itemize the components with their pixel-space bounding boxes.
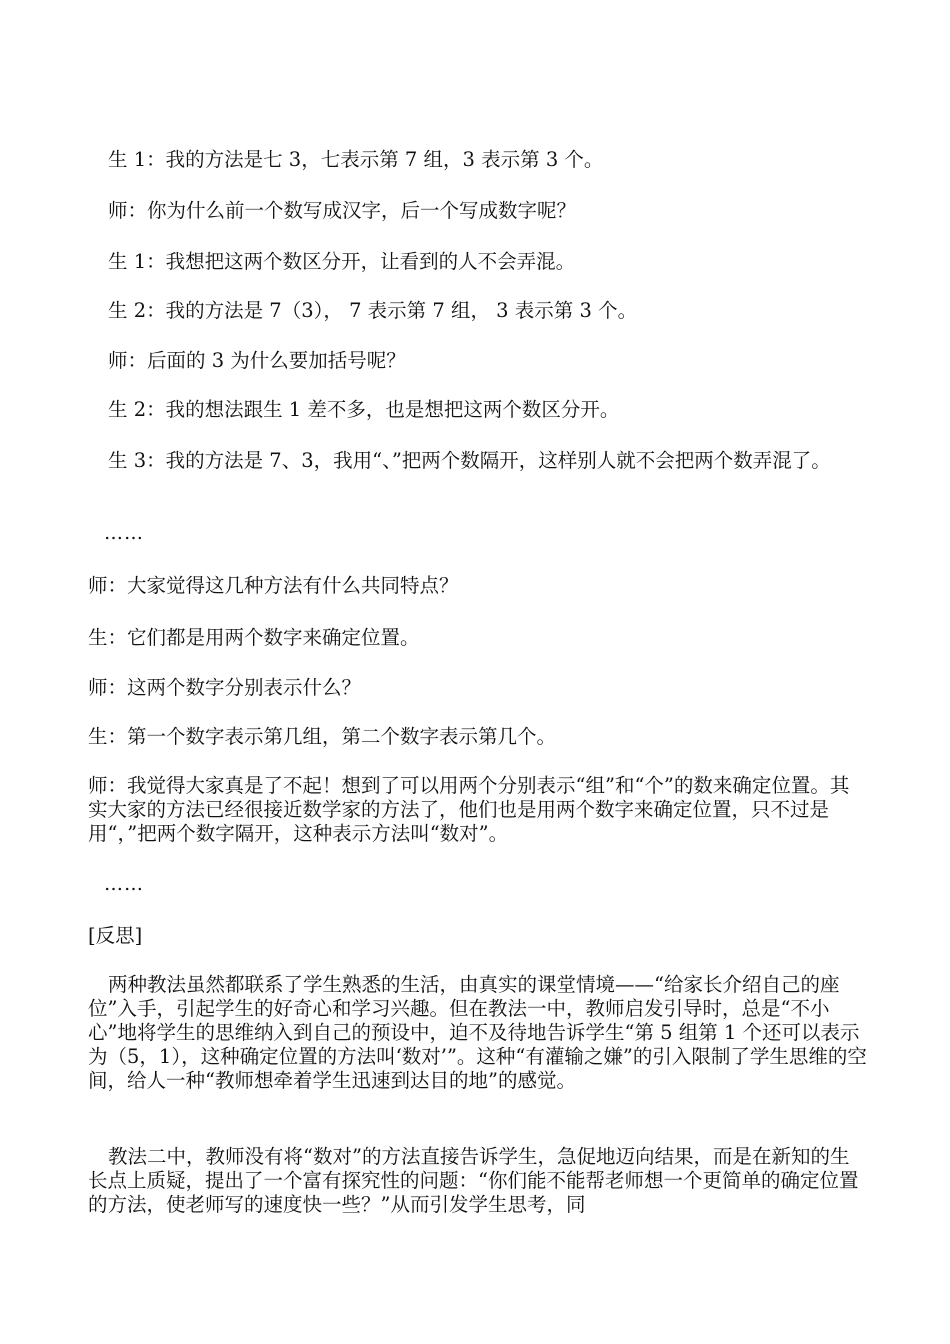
discussion-line-3: 师：这两个数字分别表示什么？ (88, 676, 362, 699)
reflection-heading: [反思] (88, 924, 143, 947)
discussion-line-1: 师：大家觉得这几种方法有什么共同特点？ (88, 574, 459, 597)
dialogue-line-6: 生 2：我的想法跟生 1 差不多，也是想把这两个数区分开。 (108, 398, 620, 421)
reflection-paragraph-1: 两种教法虽然都联系了学生熟悉的生活，由真实的课堂情境——“给家长介绍自己的座位”入手，引起学生的好奇心和学习兴趣。但在教法一中，教师启发引导时，总是“不小心”地将学生的思维纳入到自己的预设中，迫不及待地告诉学生“第 5 组第 1 个还可以表示为（5，1），这种确定位置的方法叫‘数对’”。这种“有灌输之嫌”的引入限制了学生思维的空间，给人一种“教师想牵着学生迅速到达目的地”的感觉。 (88, 973, 867, 1092)
dialogue-line-4: 生 2：我的方法是 7（3）， 7 表示第 7 组， 3 表示第 3 个。 (108, 299, 638, 322)
dialogue-line-1: 生 1：我的方法是七 3，七表示第 7 组，3 表示第 3 个。 (108, 148, 604, 171)
discussion-line-4: 生：第一个数字表示第几组，第二个数字表示第几个。 (88, 725, 557, 748)
ellipsis-1: …… (104, 522, 144, 544)
discussion-paragraph-teacher-summary: 师：我觉得大家真是了不起！想到了可以用两个分别表示“组”和“个”的数来确定位置。其实大家的方法已经很接近数学家的方法了，他们也是用两个数字来确定位置，只不过是用“，”把两个数字隔开，这种表示方法叫“数对”。 (88, 774, 850, 845)
dialogue-line-2: 师：你为什么前一个数写成汉字，后一个写成数字呢？ (108, 199, 577, 222)
reflection-paragraph-2: 教法二中，教师没有将“数对”的方法直接告诉学生，急促地迈向结果，而是在新知的生长点上质疑，提出了一个富有探究性的问题：“你们能不能帮老师想一个更简单的确定位置的方法，使老师写的速度快一些？”从而引发学生思考，同 (88, 1145, 859, 1216)
discussion-line-2: 生：它们都是用两个数字来确定位置。 (88, 626, 420, 649)
dialogue-line-7: 生 3：我的方法是 7、3，我用“、”把两个数隔开，这样别人就不会把两个数弄混了。 (108, 449, 831, 472)
dialogue-line-3: 生 1：我想把这两个数区分开，让看到的人不会弄混。 (108, 250, 576, 273)
dialogue-line-5: 师：后面的 3 为什么要加括号呢？ (108, 349, 406, 372)
ellipsis-2: …… (104, 873, 144, 895)
